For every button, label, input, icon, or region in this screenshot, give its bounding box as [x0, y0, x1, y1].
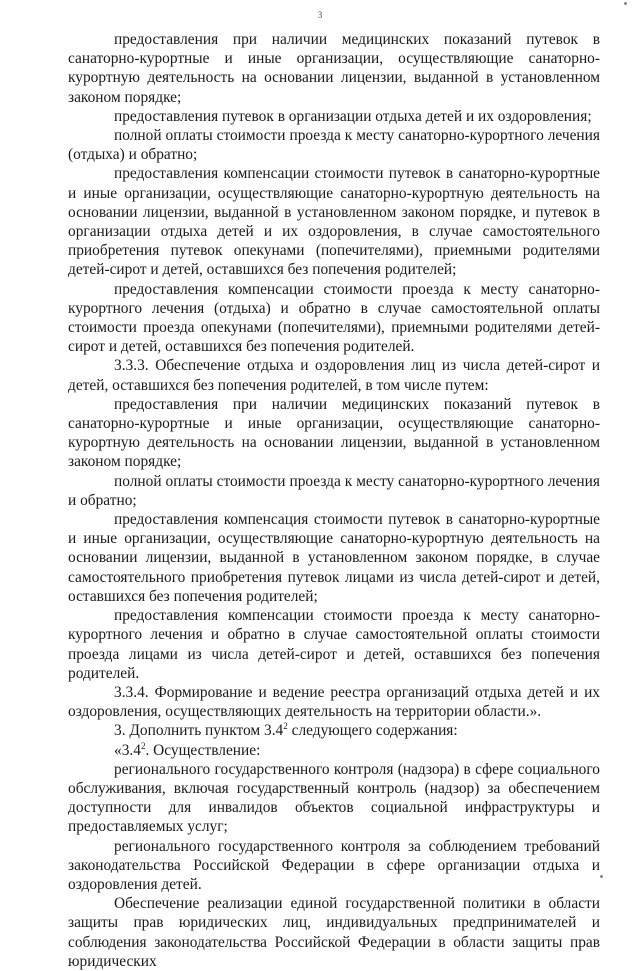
scan-dot: [624, 2, 627, 5]
paragraph: предоставления компенсация стоимости путевок в санаторно-курортные и иные организации, осуществляющие санаторно-курортную деятельность на основании лицензии, выданной в установленном законом порядке, в случае самостоятельного приобретения путевок лицами из числа детей-сирот и детей, оставшихся без попечения родителей;: [68, 511, 600, 605]
clause-3-text-end: следующего содержания:: [287, 722, 458, 740]
paragraph: предоставления компенсации стоимости проезда к месту санаторно-курортного лечения (отдыха) и обратно в случае самостоятельной оплаты стоимости проезда опекунами (попечителями), приемными родителями детей-сирот и детей, оставшихся без попечения родителей.: [68, 280, 600, 356]
scan-dot: [600, 875, 603, 878]
paragraph: регионального государственного контроля за соблюдением требований законодательства Российской Федерации в сфере организации отдыха и оздоровления детей.: [68, 837, 600, 893]
clause-3-4-text-end: . Осуществление:: [145, 741, 261, 759]
page-number: 3: [317, 10, 323, 20]
paragraph: предоставления при наличии медицинских показаний путевок в санаторно-курортные и иные организации, осуществляющие санаторно-курортную деятельность на основании лицензии, выданной в установленном законом порядке;: [68, 395, 600, 471]
paragraph: предоставления компенсации стоимости проезда к месту санаторно-курортного лечения и обратно в случае самостоятельной оплаты стоимости проезда лицами из числа детей-сирот и детей, оставшихся без попечения родителей.: [68, 607, 600, 682]
paragraph: предоставления путевок в организации отдыха детей и их оздоровления;: [114, 107, 592, 125]
paragraph: 3.3.3. Обеспечение отдыха и оздоровления лиц из числа детей-сирот и детей, оставшихся без попечения родителей, в том числе путем:: [68, 357, 600, 394]
clause-3-heading: [68, 721, 600, 740]
clause-3-text: 3. Дополнить пунктом 3.4: [114, 722, 284, 740]
superscript: 2: [140, 740, 146, 751]
superscript: 2: [283, 721, 288, 732]
clause-3-4-text: «3.4: [114, 741, 141, 759]
paragraph: 3.3.4. Формирование и ведение реестра организаций отдыха детей и их оздоровления, осуществляющих деятельность на территории области.».: [68, 683, 600, 721]
paragraph: полной оплаты стоимости проезда к месту санаторно-курортного лечения (отдыха) и обратно;: [68, 127, 600, 164]
paragraph: предоставления компенсации стоимости путевок в санаторно-курортные и иные организации, осуществляющие санаторно-курортную деятельность на основании лицензии, выданной в установленном законом порядке, и путевок в организации отдыха детей и их оздоровления, в случае самостоятельного приобретения путевок опекунами (попечителями), приемными родителями детей-сирот и детей, оставшихся без попечения родителей;: [68, 165, 600, 279]
paragraph: Обеспечение реализации единой государственной политики в области защиты прав юридических лиц, индивидуальных предпринимателей и соблюдения законодательства Российской Федерации в области защиты прав юридических: [68, 895, 600, 970]
paragraph: регионального государственного контроля (надзора) в сфере социального обслуживания, включая государственный контроль (надзор) за обеспечением доступности для инвалидов объектов социальной инфраструктуры и предоставляемых услуг;: [68, 760, 600, 836]
paragraph: предоставления при наличии медицинских показаний путевок в санаторно-курортные и иные организации, осуществляющие санаторно-курортную деятельность на основании лицензии, выданной в установленном законом порядке;: [68, 31, 600, 106]
paragraph: полной оплаты стоимости проезда к месту санаторно-курортного лечения и обратно;: [68, 472, 600, 509]
clause-3-4-heading: [68, 741, 600, 760]
document-body: [68, 30, 600, 971]
